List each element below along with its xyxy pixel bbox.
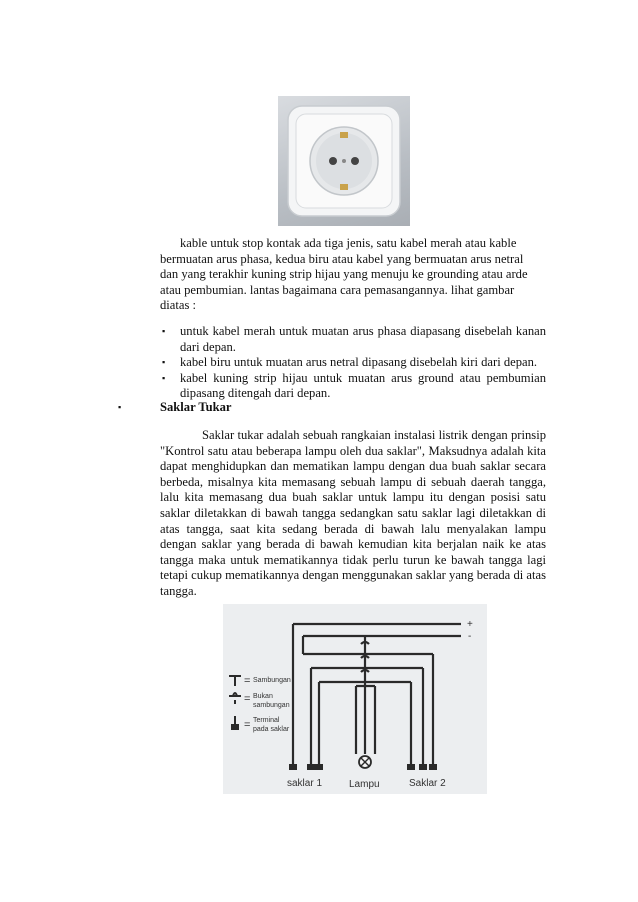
list-item-text: kabel kuning strip hijau untuk muatan arus ground atau pembumian dipasang ditengah dari depan. [180, 370, 546, 401]
minus-label: - [468, 631, 472, 642]
saklar-1-label: saklar 1 [287, 778, 323, 789]
wall-socket-photo [278, 96, 410, 226]
list-item [160, 355, 546, 371]
wiring-diagram-svg [223, 604, 487, 794]
plus-label: + [467, 619, 473, 630]
saklar-2-label: Saklar 2 [409, 778, 446, 789]
lampu-label: Lampu [349, 779, 380, 790]
saklar-tukar-paragraph: Saklar tukar adalah sebuah rangkaian instalasi listrik dengan prinsip "Kontrol satu atau beberapa lampu oleh dua saklar", Maksudnya adalah kita dapat menghidupkan dan mematikan lampu dengan dua buah saklar secara berbeda, misalnya kita memasang sebuah lampu di sebuah daerah tangga, lalu kita memasang dua buah saklar untuk lampu itu dengan posisi satu saklar diletakkan di bawah tangga sedangkan satu saklar lagi diletakkan di atas tangga, saat kita sedang berada di bawah lalu menyalakan lampu dengan saklar yang berada di bawah kemudian kita berjalan naik ke atas tangga maka untuk mematikannya tidak perlu turun ke bawah tangga lagi tetapi cukup mematikannya dengan menggunakan saklar yang berada di atas tangga. [160, 428, 546, 598]
section-heading-text: Saklar Tukar [160, 400, 232, 414]
legend-sambungan: Sambungan [253, 677, 291, 684]
intro-paragraph [160, 236, 546, 314]
legend-terminal-line1: Terminal [253, 717, 280, 724]
paragraph-line: diatas : [160, 298, 197, 313]
legend-eq: = [244, 693, 251, 705]
legend-terminal-line2: pada saklar [253, 726, 290, 733]
cable-bullet-list [160, 324, 546, 402]
bullet-marker: ▪ [162, 326, 166, 336]
bullet-marker: ▪ [162, 372, 166, 383]
paragraph-line: bermuatan arus phasa, kedua biru atau kabel yang bermuatan arus netral [160, 251, 524, 266]
legend-bukan-line1: Bukan [253, 693, 273, 700]
wall-socket-illustration [278, 96, 410, 226]
list-item-text: untuk kabel merah untuk muatan arus phasa diapasang disebelah kanan dari depan. [180, 324, 546, 354]
list-item-text: kabel biru untuk muatan arus netral dipasang disebelah kiri dari depan. [180, 355, 538, 370]
legend-eq: = [244, 675, 251, 687]
paragraph-line: dan yang terakhir kuning strip hijau yang menuju ke grounding atau arde [160, 267, 528, 282]
list-item [160, 324, 546, 355]
two-way-switch-wiring-diagram [223, 604, 487, 794]
bullet-marker: ▪ [162, 357, 166, 368]
paragraph-line: kable untuk stop kontak ada tiga jenis, satu kabel merah atau kable [180, 236, 517, 250]
list-item [160, 371, 546, 402]
paragraph-line: atau pembumian. lantas bagaimana cara pemasangannya. lihat gambar [160, 282, 515, 297]
bullet-marker: ▪ [118, 402, 122, 412]
legend-eq: = [244, 719, 251, 731]
legend-bukan-line2: sambungan [253, 702, 290, 709]
